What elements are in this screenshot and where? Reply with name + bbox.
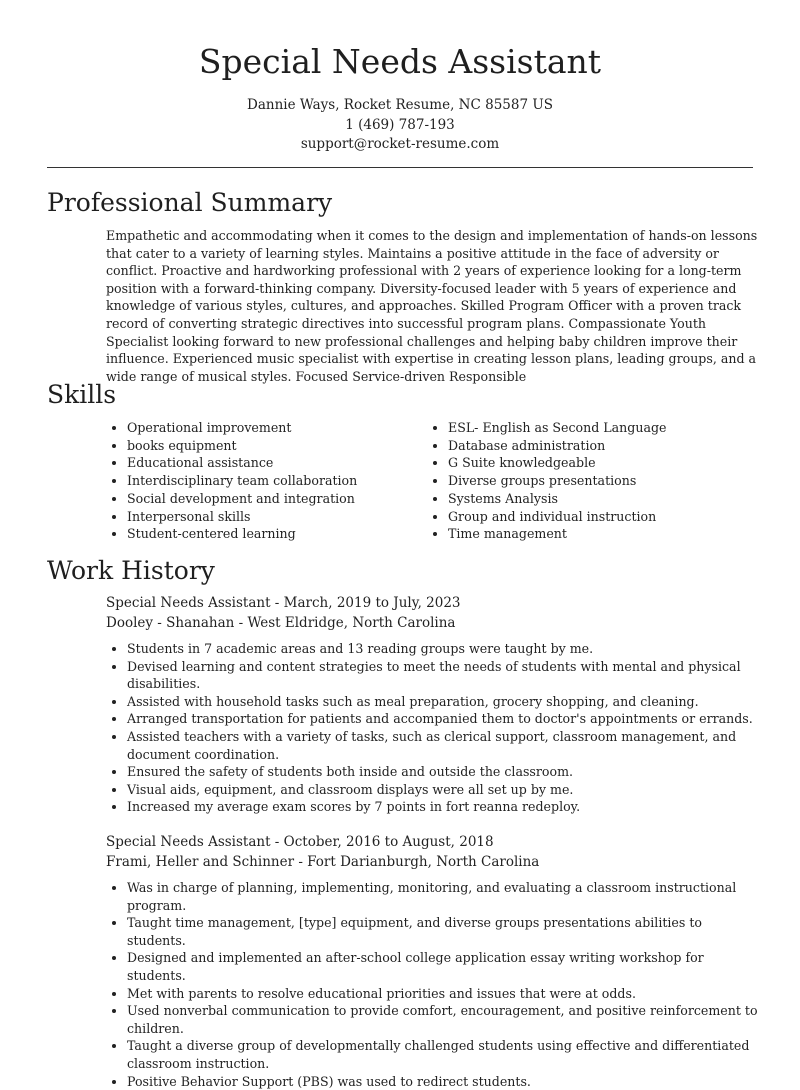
job-title-dates: Special Needs Assistant - March, 2019 to July, 2023	[106, 595, 461, 611]
job-bullet: • Devised learning and content strategies to meet the needs of students with mental and physical disabilities.	[127, 658, 758, 693]
skills-column-left	[106, 419, 427, 543]
skill-item: • Operational improvement	[127, 419, 427, 437]
skill-item: • Interpersonal skills	[127, 508, 427, 526]
job-bullet: • Taught a diverse group of developmentally challenged students using effective and differentiated classroom instruction.	[127, 1037, 758, 1072]
section-title-skills: Skills	[47, 380, 117, 409]
skill-item: • Database administration	[448, 437, 758, 455]
skills-column-right	[427, 419, 758, 543]
skills-list	[106, 419, 758, 543]
job-bullet: • Visual aids, equipment, and classroom displays were all set up by me.	[127, 781, 758, 799]
job-entry	[106, 833, 758, 1090]
job-bullet: • Met with parents to resolve educational priorities and issues that were at odds.	[127, 985, 758, 1003]
job-title-dates: Special Needs Assistant - October, 2016 to August, 2018	[106, 834, 494, 850]
skill-item: • books equipment	[127, 437, 427, 455]
skill-item: • Social development and integration	[127, 490, 427, 508]
skill-item: • Diverse groups presentations	[448, 472, 758, 490]
job-bullet: • Ensured the safety of students both inside and outside the classroom.	[127, 763, 758, 781]
skill-item: • Time management	[448, 525, 758, 543]
contact-phone: 1 (469) 787-193	[345, 116, 455, 133]
job-bullet-list	[106, 640, 758, 816]
skill-item: • Student-centered learning	[127, 525, 427, 543]
job-bullet: • Students in 7 academic areas and 13 reading groups were taught by me.	[127, 640, 758, 658]
section-title-summary: Professional Summary	[47, 188, 333, 217]
job-bullet: • Arranged transportation for patients and accompanied them to doctor's appointments or errands.	[127, 710, 758, 728]
job-employer-location: Dooley - Shanahan - West Eldridge, North Carolina	[106, 614, 456, 631]
contact-email: support@rocket-resume.com	[300, 136, 500, 152]
job-bullet: • Increased my average exam scores by 7 points in fort reanna redeploy.	[127, 798, 758, 816]
summary-text: Empathetic and accommodating when it comes to the design and implementation of hands-on lessons that cater to a variety of learning styles. Maintains a positive attitude in the face of adversity or conflict. Proactive and hardworking professional with 2 years of experience looking for a long-term position with a forward-thinking company. Diversity-focused leader with 5 years of experience and knowledge of various styles, cultures, and approaches. Skilled Program Officer with a proven track record of converting strategic directives into successful program plans. Compassionate Youth Specialist looking forward to new professional challenges and helping baby children improve their influence. Experienced music specialist with expertise in creating lesson plans, leading groups, and a wide range of musical styles. Focused Service-driven Responsible	[106, 228, 758, 384]
job-bullet: • Designed and implemented an after-school college application essay writing workshop for students.	[127, 949, 758, 984]
resume-header	[0, 0, 800, 155]
skill-item: • ESL- English as Second Language	[448, 419, 758, 437]
job-bullet: • Was in charge of planning, implementing, monitoring, and evaluating a classroom instructional program.	[127, 879, 758, 914]
skill-item: • Group and individual instruction	[448, 508, 758, 526]
candidate-name: Special Needs Assistant	[198, 42, 602, 81]
job-bullet-list	[106, 879, 758, 1090]
skill-item: • Systems Analysis	[448, 490, 758, 508]
job-bullet: • Assisted with household tasks such as meal preparation, grocery shopping, and cleaning.	[127, 693, 758, 711]
job-employer-location: Frami, Heller and Schinner - Fort Darianburgh, North Carolina	[106, 853, 540, 870]
job-bullet: • Positive Behavior Support (PBS) was used to redirect students.	[127, 1073, 758, 1090]
job-bullet: • Used nonverbal communication to provide comfort, encouragement, and positive reinforcement to children.	[127, 1002, 758, 1037]
section-title-work-history: Work History	[47, 556, 215, 585]
skill-item: • G Suite knowledgeable	[448, 454, 758, 472]
contact-address: Dannie Ways, Rocket Resume, NC 85587 US	[247, 97, 553, 113]
job-entry	[106, 594, 758, 816]
job-bullet: • Assisted teachers with a variety of tasks, such as clerical support, classroom management, and document coordination.	[127, 728, 758, 763]
header-divider	[47, 167, 753, 168]
job-bullet: • Taught time management, [type] equipment, and diverse groups presentations abilities to students.	[127, 914, 758, 949]
skill-item: • Interdisciplinary team collaboration	[127, 472, 427, 490]
skill-item: • Educational assistance	[127, 454, 427, 472]
